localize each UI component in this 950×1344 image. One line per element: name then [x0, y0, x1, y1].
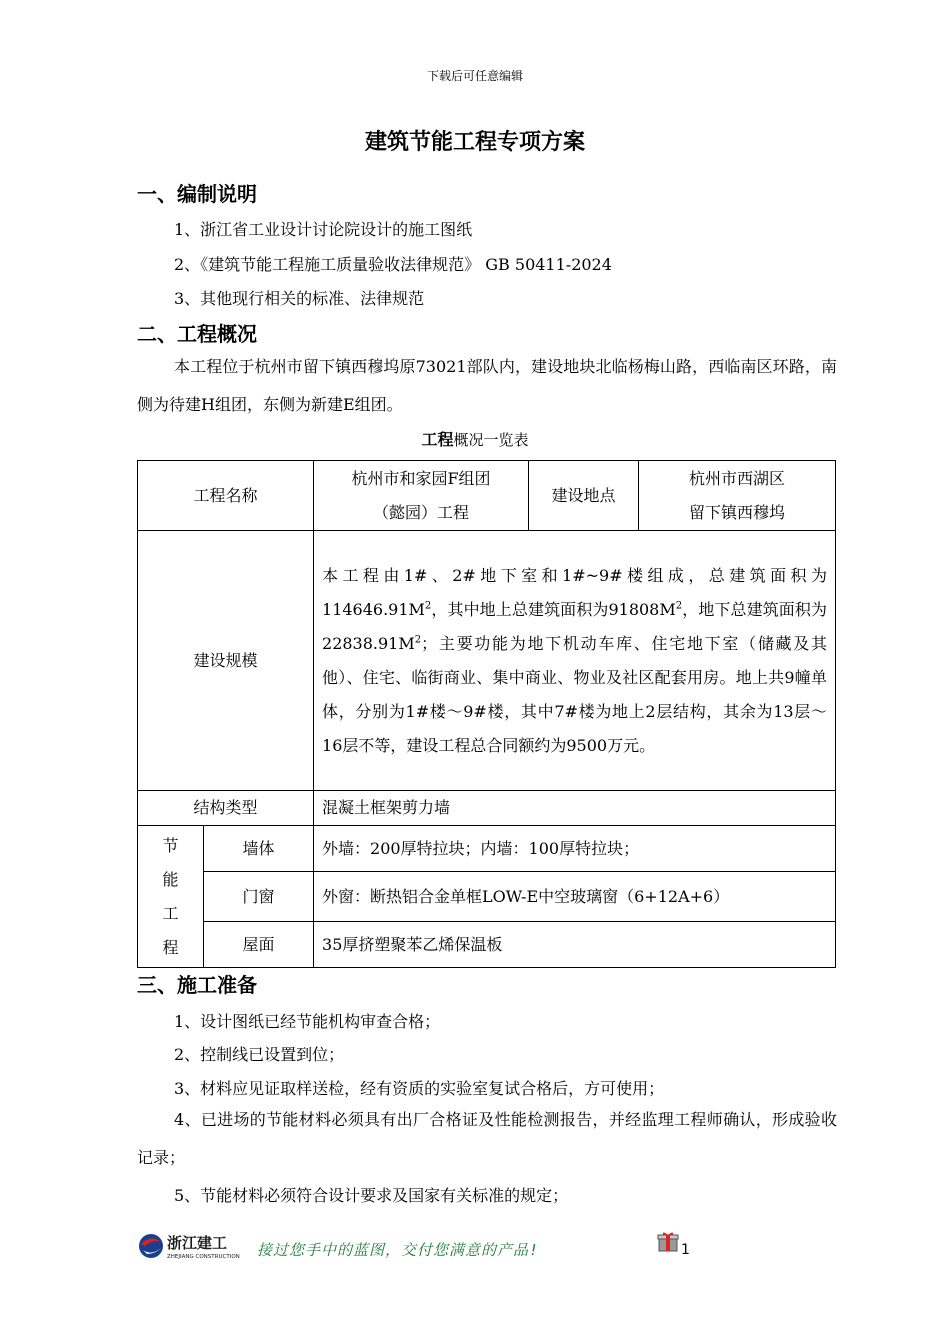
energy-char: 能 — [162, 869, 179, 889]
zhejiang-construction-logo — [137, 1230, 249, 1262]
page-number: 1 — [681, 1242, 690, 1258]
superscript: 2 — [414, 634, 422, 646]
wall-label: 墙体 — [204, 826, 314, 872]
wall-value: 外墙：200厚特拉块；内墙：100厚特拉块； — [314, 826, 836, 872]
section-heading-2: 二、工程概况 — [137, 322, 257, 346]
list-item: 3、其他现行相关的标准、法律规范 — [174, 289, 425, 308]
site-label: 建设地点 — [529, 461, 639, 531]
page-footer — [137, 1226, 837, 1266]
superscript: 2 — [424, 600, 432, 612]
window-label: 门窗 — [204, 872, 314, 922]
site-value — [639, 461, 836, 531]
list-item: 3、材料应见证取样送检，经有资质的实验室复试合格后，方可使用； — [174, 1079, 665, 1098]
scale-text-d: ；主要功能为地下机动车库、住宅地下室（储藏及其他）、住宅、临街商业、集中商业、物业及社区配套用房。地上共9幢单体，分别为1#楼～9#楼，其中7#楼为地上2层结构，其余为13层～16层不等，建设工程总合同额约为9500万元。 — [322, 633, 828, 755]
document-title: 建筑节能工程专项方案 — [364, 130, 585, 155]
page-header-note: 下载后可任意编辑 — [426, 69, 523, 83]
table-row — [138, 826, 836, 872]
project-name-line-1: 杭州市和家园F组团 — [351, 468, 491, 488]
energy-char: 节 — [162, 835, 179, 855]
scale-label: 建设规模 — [138, 531, 314, 791]
section-heading-1: 一、编制说明 — [137, 182, 257, 206]
table-row — [138, 461, 836, 531]
energy-engineering-label — [138, 826, 204, 968]
logo-cn-text: 浙江建工 — [167, 1234, 228, 1252]
table-row — [138, 922, 836, 968]
section-heading-3: 三、施工准备 — [137, 973, 257, 997]
scale-value — [314, 531, 836, 791]
project-name-value — [314, 461, 529, 531]
gift-icon — [657, 1230, 679, 1252]
table-caption-rest: 概况一览表 — [453, 431, 529, 449]
energy-char: 程 — [162, 937, 179, 957]
scale-text-a: 本工程由1#、2#地下室和1#~9#楼组成，总建筑面积为114646.91M — [322, 565, 828, 619]
list-item: 5、节能材料必须符合设计要求及国家有关标准的规定； — [174, 1186, 569, 1205]
footer-slogan: 接过您手中的蓝图，交付您满意的产品! — [257, 1241, 540, 1259]
project-intro-paragraph: 本工程位于杭州市留下镇西穆坞原73021部队内，建设地块北临杨梅山路，西临南区环路，南侧为待建H组团，东侧为新建E组团。 — [137, 357, 837, 414]
roof-value: 35厚挤塑聚苯乙烯保温板 — [314, 922, 836, 968]
project-name-line-2: （懿园）工程 — [373, 502, 470, 522]
list-item: 2、《建筑节能工程施工质量验收法律规范》 GB 50411-2024 — [174, 255, 612, 274]
table-row — [138, 531, 836, 791]
list-item: 4、已进场的节能材料必须具有出厂合格证及性能检测报告，并经监理工程师确认，形成验收记录； — [137, 1110, 837, 1167]
scale-text-c: ，地下总建筑面积为22838.91M — [322, 599, 827, 653]
site-line-1: 杭州市西湖区 — [689, 468, 786, 488]
list-item: 2、控制线已设置到位； — [174, 1045, 345, 1064]
list-item: 1、设计图纸已经节能机构审查合格； — [174, 1012, 441, 1031]
table-row — [138, 791, 836, 826]
table-caption-bold: 工程 — [421, 430, 454, 449]
structure-label: 结构类型 — [138, 791, 314, 826]
list-item: 1、浙江省工业设计讨论院设计的施工图纸 — [174, 220, 473, 239]
energy-char: 工 — [162, 903, 179, 923]
roof-label: 屋面 — [204, 922, 314, 968]
project-overview-table — [137, 460, 836, 968]
table-row — [138, 872, 836, 922]
structure-value: 混凝土框架剪力墙 — [314, 791, 836, 826]
project-name-label: 工程名称 — [138, 461, 314, 531]
window-value: 外窗：断热铝合金单框LOW-E中空玻璃窗（6+12A+6） — [314, 872, 836, 922]
logo-en-text: ZHEJIANG CONSTRUCTION — [167, 1254, 240, 1260]
site-line-2: 留下镇西穆坞 — [689, 502, 786, 522]
superscript: 2 — [675, 600, 683, 612]
table-caption — [0, 427, 950, 450]
scale-text-b: ，其中地上总建筑面积为91808M — [431, 599, 676, 619]
